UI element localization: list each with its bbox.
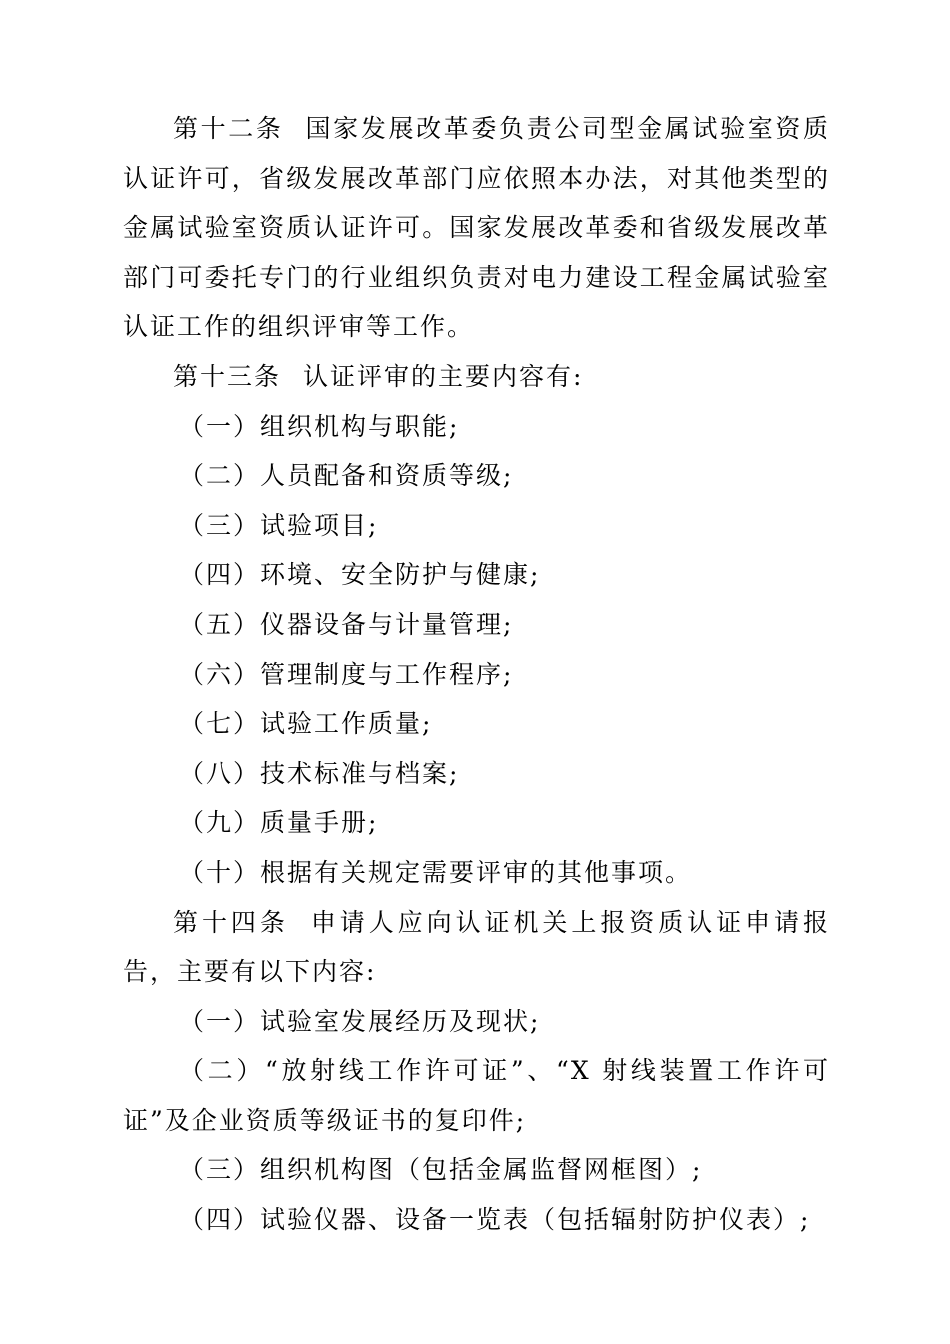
article-13-item-2: （二）人员配备和资质等级; — [179, 461, 514, 491]
article-14-text: 申请人应向认证机关上报资质认证申请报告，主要有以下内容: — [123, 907, 830, 987]
article-12 — [123, 104, 830, 352]
article-14-item-2: （二）“放射线工作许可证”、“X 射线装置工作许可证”及企业资质等级证书的复印件; — [123, 1056, 830, 1135]
article-13-item-10: （十）根据有关规定需要评审的其他事项。 — [179, 857, 693, 887]
article-13-item-4: （四）环境、安全防护与健康; — [179, 560, 541, 590]
article-13-item-5: （五）仪器设备与计量管理; — [179, 609, 514, 639]
document-body — [123, 104, 830, 1245]
article-13-item-8: （八）技术标准与档案; — [179, 758, 460, 788]
article-14-item-3: （三）组织机构图（包括金属监督网框图）; — [179, 1155, 703, 1185]
article-12-heading: 第十二条 — [173, 114, 284, 143]
article-13-heading: 第十三条 — [173, 361, 282, 391]
article-13 — [123, 352, 830, 402]
article-13-item-1: （一）组织机构与职能; — [179, 411, 460, 441]
article-13-text: 认证评审的主要内容有: — [303, 361, 584, 391]
article-13-item-6: （六）管理制度与工作程序; — [179, 659, 514, 689]
article-14-heading: 第十四条 — [173, 907, 289, 937]
article-14-item-1: （一）试验室发展经历及现状; — [179, 1006, 541, 1036]
article-14 — [123, 898, 830, 997]
article-12-text: 国家发展改革委负责公司型金属试验室资质认证许可，省级发展改革部门应依照本办法，对其他类型的金属试验室资质认证许可。国家发展改革委和省级发展改革部门可委托专门的行业组织负责对电力建设工程金属试验室认证工作的组织评审等工作。 — [123, 114, 830, 342]
article-13-item-9: （九）质量手册; — [179, 808, 379, 838]
article-14-item-4: （四）试验仪器、设备一览表（包括辐射防护仪表）; — [179, 1205, 811, 1235]
article-13-item-7: （七）试验工作质量; — [179, 709, 433, 739]
article-13-item-3: （三）试验项目; — [179, 510, 379, 540]
